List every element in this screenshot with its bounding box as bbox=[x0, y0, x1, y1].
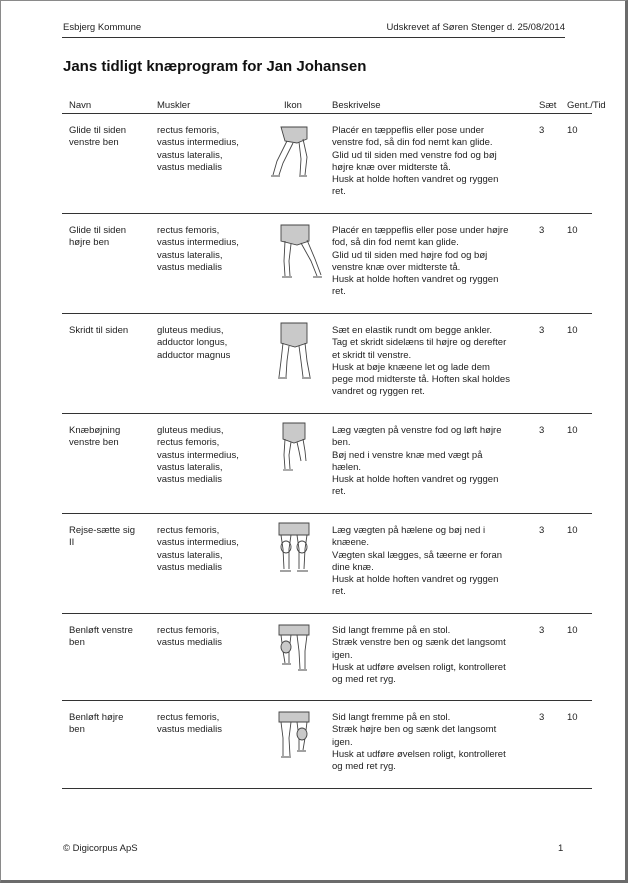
header-divider bbox=[62, 37, 565, 38]
exercise-reps: 10 bbox=[567, 425, 578, 436]
column-header-name: Navn bbox=[69, 100, 92, 111]
exercise-description: Placér en tæppeflis eller pose under venstre fod, så din fod nemt kan glide. Glid ud til siden med venstre fod og bøj højre knæ over midterste tå. Husk at holde hoften vandret og ryggen ret. bbox=[332, 125, 499, 198]
column-header-muscles: Muskler bbox=[157, 100, 191, 111]
footer-copyright: © Digicorpus ApS bbox=[63, 843, 138, 854]
exercise-name: Skridt til siden bbox=[69, 325, 129, 336]
table-row bbox=[62, 213, 592, 314]
single-leg-squat-icon bbox=[267, 421, 323, 483]
exercise-description: Læg vægten på venstre fod og løft højre ben. Bøj ned i venstre knæ med vægt på hælen. Husk at holde hoften vandret og ryggen ret. bbox=[332, 425, 502, 498]
side-step-icon bbox=[267, 321, 323, 383]
exercise-sets: 3 bbox=[539, 712, 545, 723]
seated-leg-raise-right-icon bbox=[267, 708, 323, 770]
exercise-sets: 3 bbox=[539, 125, 545, 136]
column-header-icon: Ikon bbox=[284, 100, 302, 111]
exercise-description: Sæt en elastik rundt om begge ankler. Tag et skridt sidelæns til højre og derefter et skridt til venstre. Husk at bøje knæene let og lade dem pege mod midterste tå. Hoften skal holdes vandret og ryggen ret. bbox=[332, 325, 510, 398]
exercise-muscles: gluteus medius, rectus femoris, vastus intermedius, vastus lateralis, vastus medialis bbox=[157, 425, 239, 486]
exercise-reps: 10 bbox=[567, 625, 578, 636]
exercise-description: Sid langt fremme på en stol. Stræk højre ben og sænk det langsomt igen. Husk at udføre øvelsen roligt, kontrolleret og med ret ryg. bbox=[332, 712, 506, 773]
column-header-reps: Gent./Tid bbox=[567, 100, 606, 111]
exercise-muscles: rectus femoris, vastus intermedius, vastus lateralis, vastus medialis bbox=[157, 525, 239, 573]
exercise-reps: 10 bbox=[567, 525, 578, 536]
exercise-sets: 3 bbox=[539, 625, 545, 636]
leg-slide-left-icon bbox=[267, 121, 323, 183]
exercise-muscles: rectus femoris, vastus medialis bbox=[157, 625, 222, 649]
table-row bbox=[62, 113, 592, 214]
exercise-description: Læg vægten på hælene og bøj ned i knæene. Vægten skal lægges, så tæerne er foran dine knæ. Husk at holde hoften vandret og ryggen ret. bbox=[332, 525, 503, 598]
column-header-description: Beskrivelse bbox=[332, 100, 381, 111]
exercise-description: Sid langt fremme på en stol. Stræk venstre ben og sænk det langsomt igen. Husk at udføre øvelsen roligt, kontrolleret og med ret ryg. bbox=[332, 625, 506, 686]
exercise-name: Benløft venstre ben bbox=[69, 625, 133, 649]
exercise-name: Benløft højre ben bbox=[69, 712, 124, 736]
table-row bbox=[62, 313, 592, 414]
exercise-sets: 3 bbox=[539, 425, 545, 436]
exercise-muscles: rectus femoris, vastus intermedius, vastus lateralis, vastus medialis bbox=[157, 225, 239, 273]
column-header-sets: Sæt bbox=[539, 100, 557, 111]
exercise-reps: 10 bbox=[567, 225, 578, 236]
exercise-reps: 10 bbox=[567, 325, 578, 336]
exercise-sets: 3 bbox=[539, 225, 545, 236]
exercise-muscles: rectus femoris, vastus medialis bbox=[157, 712, 222, 736]
exercise-sets: 3 bbox=[539, 525, 545, 536]
exercise-description: Placér en tæppeflis eller pose under højre fod, så din fod nemt kan glide. Glid ud til siden med højre fod og bøj venstre knæ over midterste tå. Husk at holde hoften vandret og ryggen ret. bbox=[332, 225, 509, 298]
exercise-reps: 10 bbox=[567, 125, 578, 136]
table-row bbox=[62, 700, 592, 789]
exercise-muscles: rectus femoris, vastus intermedius, vastus lateralis, vastus medialis bbox=[157, 125, 239, 173]
exercise-name: Knæbøjning venstre ben bbox=[69, 425, 121, 449]
exercise-reps: 10 bbox=[567, 712, 578, 723]
exercise-name: Glide til siden venstre ben bbox=[69, 125, 127, 149]
header-municipality: Esbjerg Kommune bbox=[63, 22, 142, 33]
table-row bbox=[62, 513, 592, 614]
leg-slide-right-icon bbox=[267, 221, 323, 283]
sit-to-stand-icon bbox=[267, 521, 323, 583]
table-row bbox=[62, 613, 592, 701]
header-printed-by: Udskrevet af Søren Stenger d. 25/08/2014 bbox=[386, 22, 565, 33]
exercise-name: Rejse-sætte sig II bbox=[69, 525, 135, 549]
table-row bbox=[62, 413, 592, 514]
footer-page-number: 1 bbox=[558, 843, 564, 854]
seated-leg-raise-left-icon bbox=[267, 621, 323, 683]
exercise-muscles: gluteus medius, adductor longus, adductor magnus bbox=[157, 325, 231, 361]
page-title: Jans tidligt knæprogram for Jan Johansen bbox=[63, 58, 367, 75]
exercise-sets: 3 bbox=[539, 325, 545, 336]
exercise-name: Glide til siden højre ben bbox=[69, 225, 127, 249]
